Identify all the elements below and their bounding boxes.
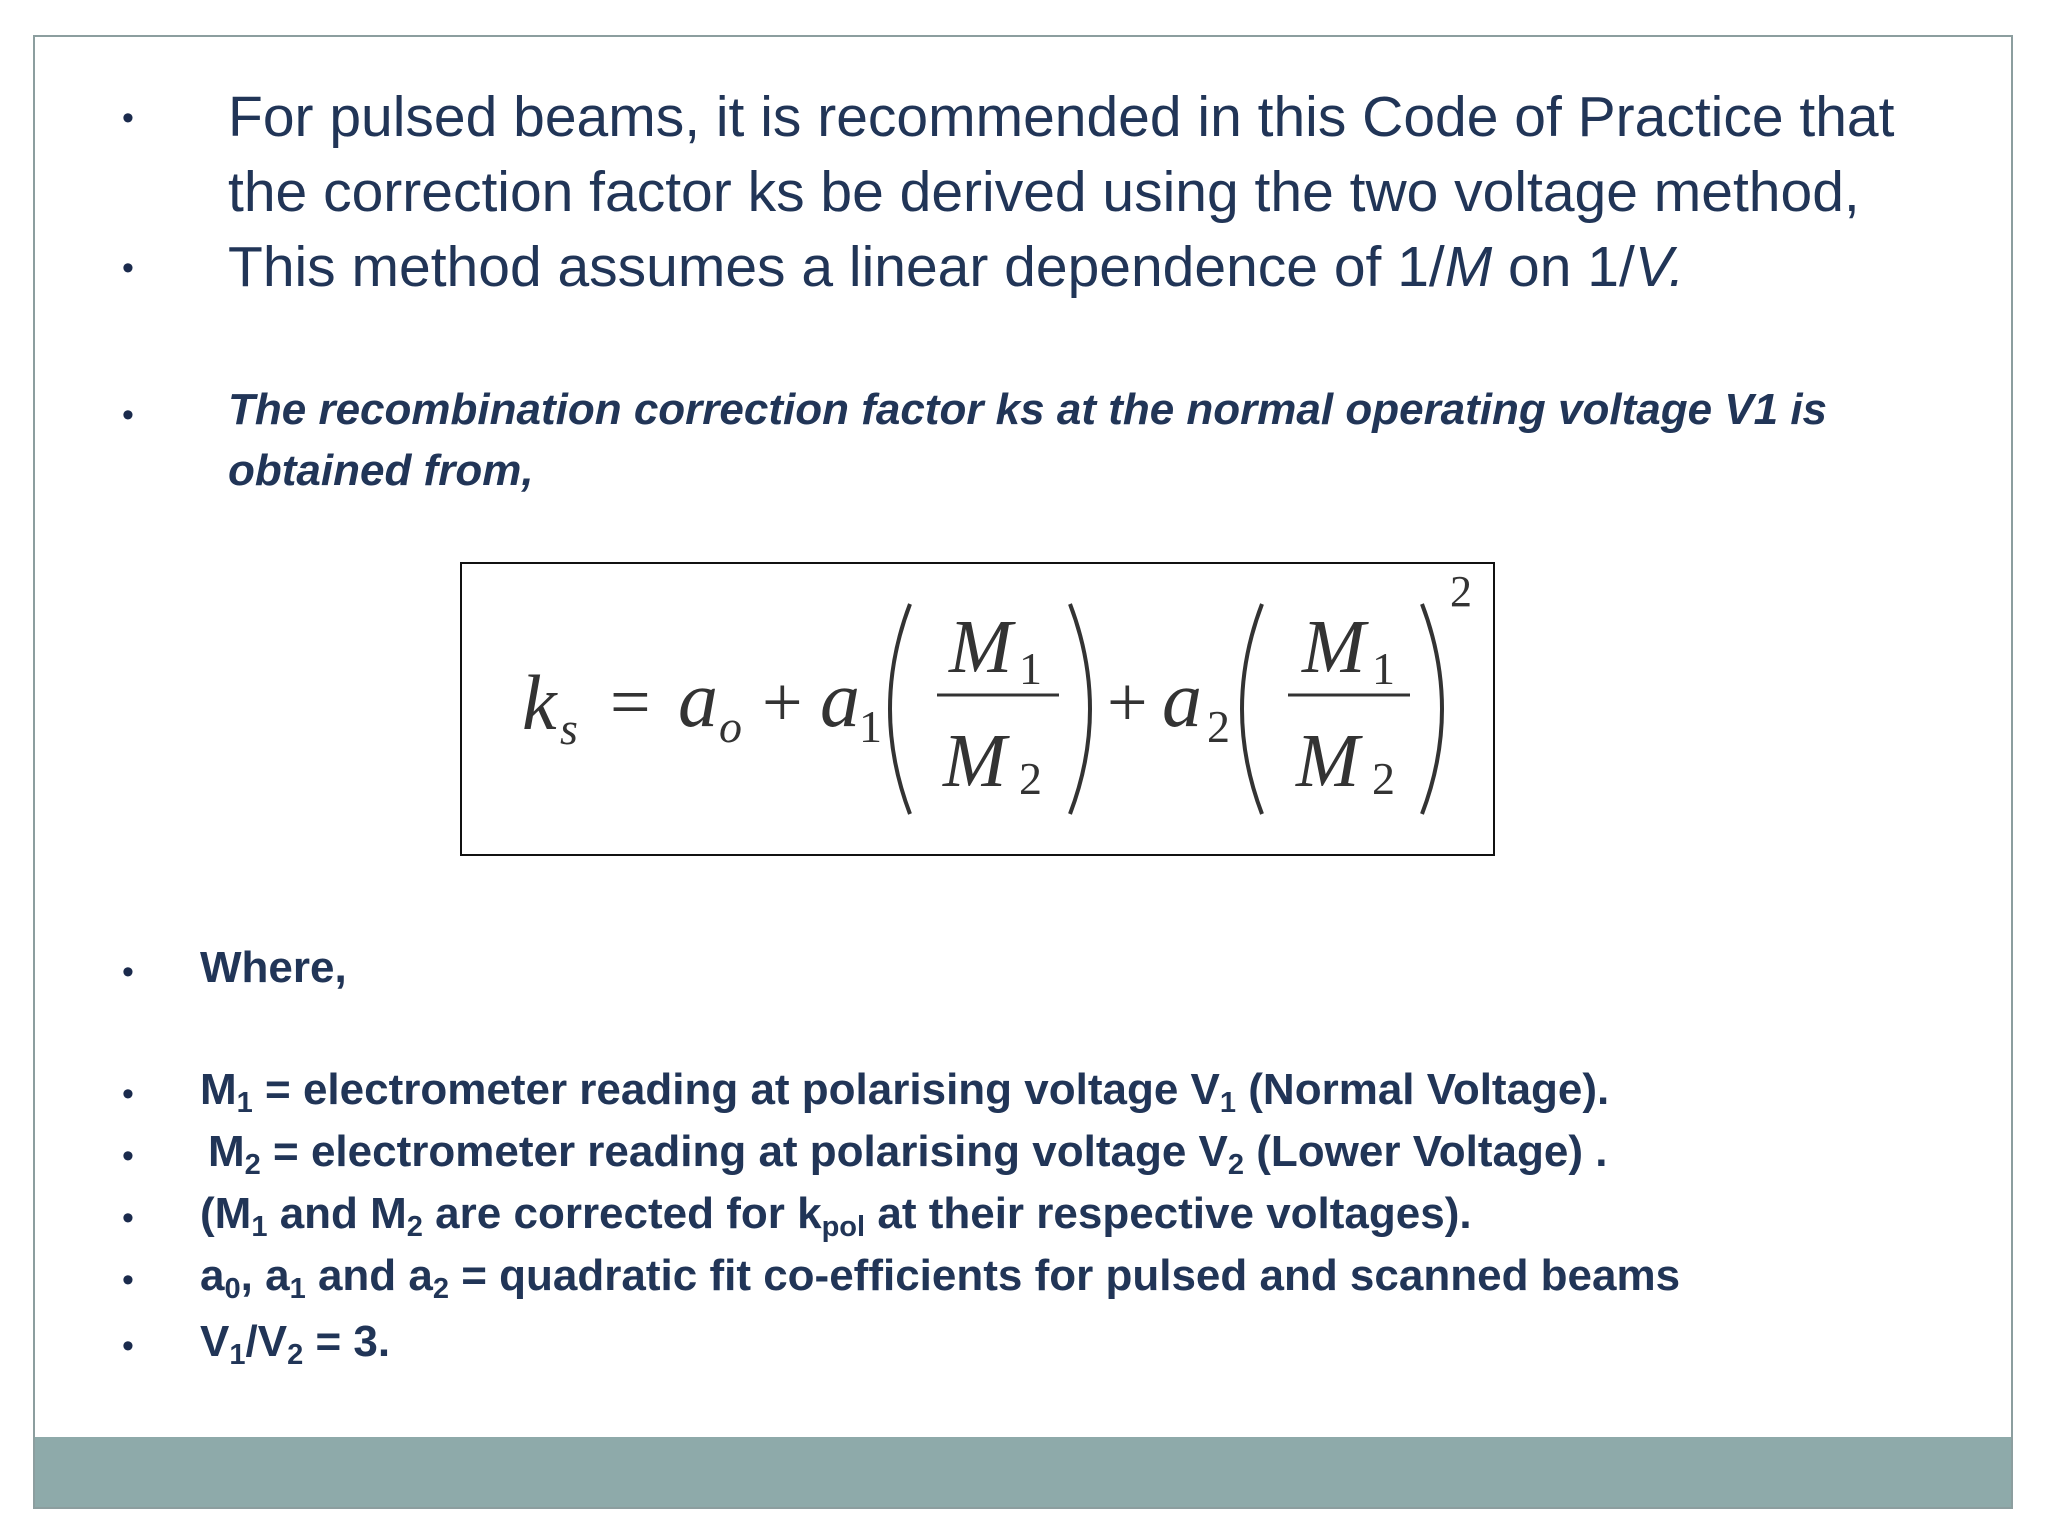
- intro-line-1: For pulsed beams, it is recommended in this Code of Practice that: [228, 85, 1895, 149]
- bullet-marker: •: [122, 953, 134, 991]
- definition-m2: $M_2$ = electrometer reading at polarising voltage $V_2$ (Lower Voltage) .: [208, 1127, 1608, 1182]
- eq-num-2-sub: 1: [1372, 643, 1395, 694]
- where-label: Where,: [200, 943, 347, 992]
- intro-line-3: This method assumes a linear dependence of 1/M on 1/V.: [228, 235, 1685, 299]
- equation-box: [460, 562, 1495, 856]
- eq-exponent: 2: [1450, 567, 1472, 616]
- eq-left-paren-2: [1242, 604, 1262, 814]
- eq-plus-1: +: [762, 662, 803, 742]
- eq-num-1: M: [949, 605, 1013, 689]
- eq-a1: a: [820, 656, 860, 744]
- eq-den-2-sub: 2: [1372, 753, 1395, 804]
- bullet-marker: •: [122, 1075, 134, 1113]
- recombination-line-2: obtained from,: [228, 446, 534, 495]
- bullet-marker: •: [122, 1261, 134, 1299]
- bullet-marker: •: [122, 249, 134, 287]
- slide-footer-bar: [35, 1437, 2011, 1507]
- definition-coefficients: $a_0$, $a_1$ and $a_2$ = quadratic fit co-efficients for pulsed and scanned beams: [200, 1251, 1681, 1306]
- eq-a2: a: [1162, 656, 1202, 744]
- eq-a0: a: [678, 656, 718, 744]
- eq-right-paren-2: [1422, 604, 1442, 814]
- eq-a2-sub: 2: [1207, 701, 1230, 752]
- recombination-line-1: The recombination correction factor ks at the normal operating voltage V1 is: [228, 385, 1828, 434]
- intro-line-2: the correction factor ks be derived using the two voltage method,: [228, 160, 1860, 224]
- bullet-marker: •: [122, 1137, 134, 1175]
- eq-a1-sub: 1: [859, 701, 882, 752]
- eq-k: k: [522, 659, 557, 746]
- bullet-marker: •: [122, 1327, 134, 1365]
- bullet-marker: •: [122, 99, 134, 137]
- bullet-marker: •: [122, 1199, 134, 1237]
- definition-m1: $M_1$ = electrometer reading at polarising voltage $V_1$ (Normal Voltage).: [200, 1065, 1610, 1120]
- eq-k-sub: s: [560, 703, 578, 754]
- eq-den-2: M: [1296, 719, 1360, 803]
- eq-plus-2: +: [1107, 662, 1148, 742]
- eq-den-1-sub: 2: [1019, 753, 1042, 804]
- eq-equals: =: [610, 662, 651, 742]
- definition-correction: ($M_1$ and $M_2$ are corrected for $k_{pol}$ at their respective voltages).: [200, 1189, 1472, 1244]
- eq-left-paren-1: [890, 604, 910, 814]
- definition-voltage-ratio: $V_1/V_2 = 3$.: [200, 1317, 391, 1372]
- eq-den-1: M: [943, 719, 1007, 803]
- bullet-marker: •: [122, 396, 134, 434]
- eq-a0-sub: o: [719, 701, 742, 752]
- eq-num-2: M: [1302, 605, 1366, 689]
- eq-right-paren-1: [1070, 604, 1090, 814]
- eq-num-1-sub: 1: [1019, 643, 1042, 694]
- equation-figure: [462, 564, 1493, 854]
